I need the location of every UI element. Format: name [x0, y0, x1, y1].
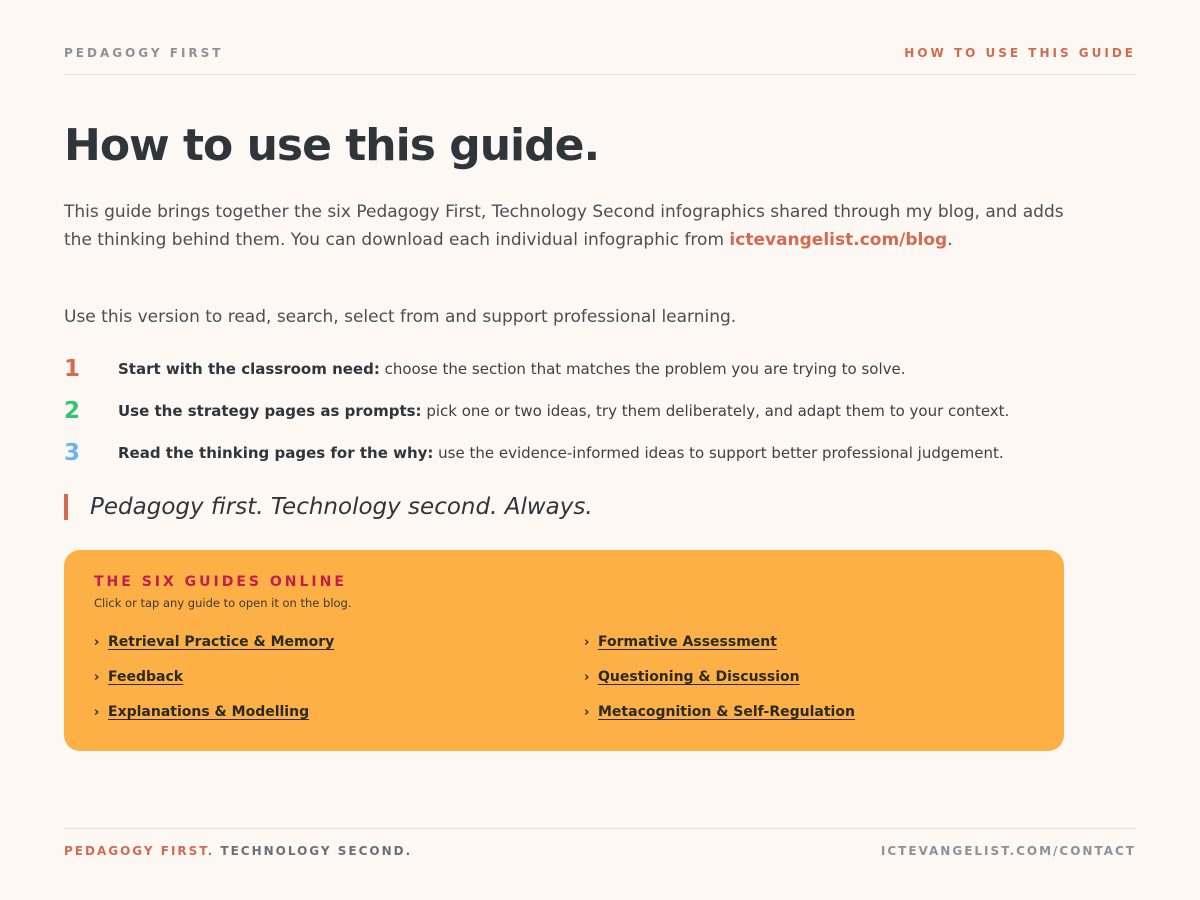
intro-paragraph: [64, 198, 1064, 254]
chevron-right-icon: ›: [94, 704, 100, 720]
chevron-right-icon: ›: [584, 634, 590, 650]
guide-link-label[interactable]: Retrieval Practice & Memory: [108, 634, 335, 650]
guides-subtitle: Click or tap any guide to open it on the blog.: [94, 596, 352, 610]
chevron-right-icon: ›: [584, 704, 590, 720]
guide-link-label[interactable]: Explanations & Modelling: [108, 704, 310, 720]
step-heading: Read the thinking pages for the why:: [118, 444, 434, 462]
chevron-right-icon: ›: [94, 634, 100, 650]
guide-link-formative-assessment[interactable]: [584, 634, 777, 650]
step-description: use the evidence-informed ideas to support better professional judgement.: [433, 444, 1004, 462]
guide-link-label[interactable]: Questioning & Discussion: [598, 669, 800, 685]
guide-link-retrieval-practice[interactable]: [94, 634, 334, 650]
step-text: [118, 444, 1004, 462]
step-heading: Start with the classroom need:: [118, 360, 380, 378]
guides-title: THE SIX GUIDES ONLINE: [94, 574, 347, 590]
guide-link-feedback[interactable]: [94, 669, 183, 685]
footer-brand: [64, 844, 412, 858]
guide-link-explanations[interactable]: [94, 704, 309, 720]
steps-list: [64, 348, 1144, 474]
guide-link-label[interactable]: Feedback: [108, 669, 184, 685]
header-section: HOW TO USE THIS GUIDE: [904, 46, 1136, 60]
footer-divider: [64, 828, 1136, 829]
intro-end: .: [947, 230, 953, 250]
guide-link-label[interactable]: Metacognition & Self-Regulation: [598, 704, 855, 720]
header-brand: PEDAGOGY FIRST: [64, 46, 224, 60]
step-heading: Use the strategy pages as prompts:: [118, 402, 422, 420]
step-number: 2: [64, 398, 81, 424]
page-title: How to use this guide.: [64, 120, 600, 171]
header-divider: [64, 74, 1136, 75]
chevron-right-icon: ›: [584, 669, 590, 685]
intro-text: This guide brings together the six Pedagogy First, Technology Second infographics shared through my blog, and adds the thinking behind them. You can download each individual infographic from: [64, 202, 1064, 250]
step-description: choose the section that matches the problem you are trying to solve.: [379, 360, 906, 378]
step-number: 3: [64, 440, 81, 466]
guide-link-metacognition[interactable]: [584, 704, 855, 720]
intro-paragraph-2: Use this version to read, search, select from and support professional learning.: [64, 307, 737, 327]
step-item: [64, 348, 1144, 390]
guide-link-questioning[interactable]: [584, 669, 800, 685]
footer: [64, 844, 1136, 858]
footer-contact-link[interactable]: ICTEVANGELIST.COM/CONTACT: [880, 844, 1136, 858]
blog-link[interactable]: ictevangelist.com/blog: [729, 230, 948, 250]
step-number: 1: [64, 356, 81, 382]
chevron-right-icon: ›: [94, 669, 100, 685]
step-item: [64, 390, 1144, 432]
step-text: [118, 360, 906, 378]
guide-link-label[interactable]: Formative Assessment: [598, 634, 777, 650]
guides-card: [64, 550, 1064, 751]
step-description: pick one or two ideas, try them deliberately, and adapt them to your context.: [421, 402, 1010, 420]
footer-brand-a: PEDAGOGY FIRST.: [64, 844, 215, 858]
step-item: [64, 432, 1144, 474]
step-text: [118, 402, 1009, 420]
running-header: [64, 46, 1136, 60]
footer-brand-b: TECHNOLOGY SECOND.: [214, 844, 413, 858]
pull-quote: Pedagogy first. Technology second. Always.: [64, 494, 593, 520]
